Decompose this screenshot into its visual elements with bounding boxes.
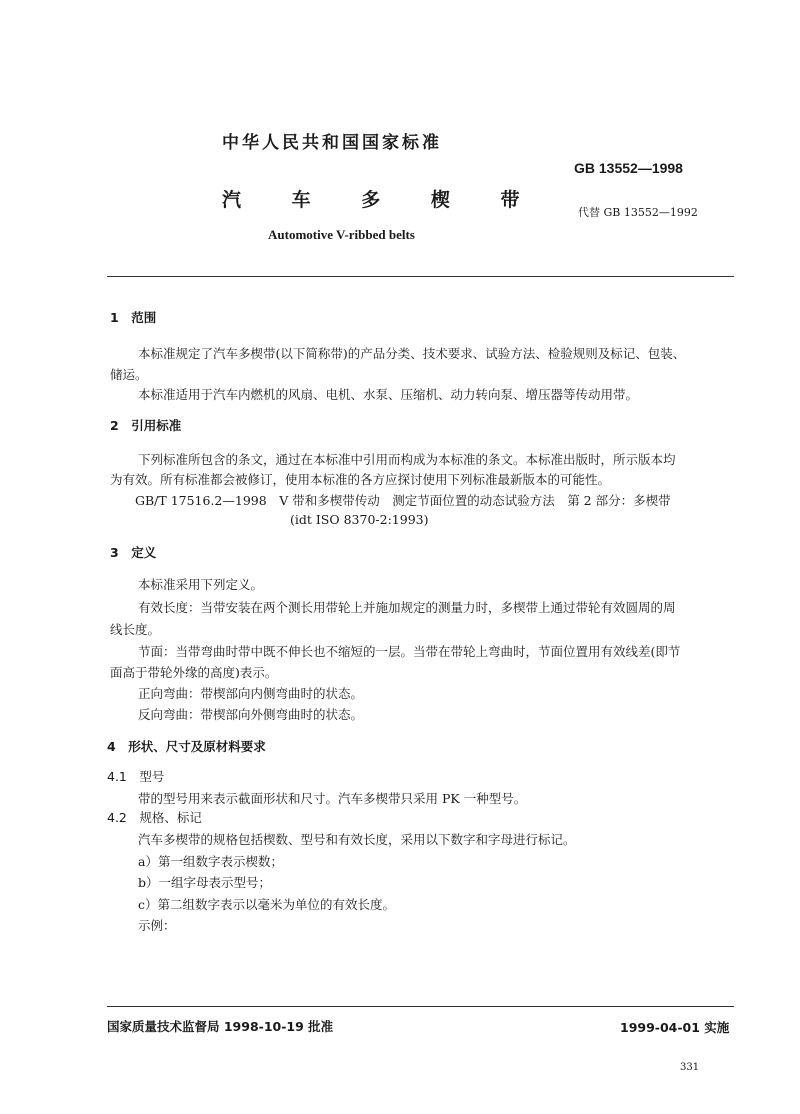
section-4-2-heading: 4.2 规格、标记 — [107, 810, 202, 825]
standard-type: 中华人民共和国国家标准 — [222, 133, 442, 153]
section-3-intro: 本标准采用下列定义。 — [138, 577, 264, 592]
effective-date: 1999-04-01 实施 — [620, 1020, 730, 1035]
definition-pitch-line-1: 节面：当带弯曲时带中既不伸长也不缩短的一层。当带在带轮上弯曲时，节面位置用有效线差(即节 — [138, 644, 681, 659]
section-2-para-line-1: 下列标准所包含的条文，通过在本标准中引用而构成为本标准的条文。本标准出版时，所示版本均 — [138, 452, 676, 467]
list-item-a: a）第一组数字表示楔数； — [138, 854, 283, 869]
definition-effective-length-line-1: 有效长度：当带安装在两个测长用带轮上并施加规定的测量力时，多楔带上通过带轮有效圆周的周 — [138, 600, 676, 615]
definition-forward-bending: 正向弯曲：带楔部向内侧弯曲时的状态。 — [138, 686, 364, 701]
section-2-para-line-2: 为有效。所有标准都会被修订，使用本标准的各方应探讨使用下列标准最新版本的可能性。 — [110, 472, 611, 487]
section-4-1-para: 带的型号用来表示截面形状和尺寸。汽车多楔带只采用 PK 一种型号。 — [138, 791, 527, 806]
list-item-b: b）一组字母表示型号； — [138, 875, 272, 890]
section-2-heading: 2 引用标准 — [110, 418, 182, 433]
list-item-c: c）第二组数字表示以毫米为单位的有效长度。 — [138, 897, 396, 912]
document-title-english: Automotive V-ribbed belts — [268, 227, 415, 242]
document-title: 汽 车 多 楔 带 — [222, 189, 520, 211]
approval-date: 国家质量技术监督局 1998-10-19 批准 — [107, 1019, 334, 1034]
standard-number: GB 13552—1998 — [574, 160, 683, 176]
page-number: 331 — [680, 1062, 700, 1073]
section-4-2-para: 汽车多楔带的规格包括楔数、型号和有效长度，采用以下数字和字母进行标记。 — [138, 832, 576, 847]
section-1-heading: 1 范围 — [110, 310, 157, 325]
section-3-heading: 3 定义 — [110, 545, 157, 560]
section-1-para-2: 本标准适用于汽车内燃机的风扇、电机、水泵、压缩机、动力转向泵、增压器等传动用带。 — [138, 387, 639, 402]
definition-effective-length-line-2: 线长度。 — [110, 622, 161, 637]
example-label: 示例： — [138, 918, 176, 933]
reference-standard-idt: (idt ISO 8370-2:1993) — [290, 512, 429, 527]
section-1-para-1-line-1: 本标准规定了汽车多楔带(以下简称带)的产品分类、技术要求、试验方法、检验规则及标记、包装、 — [138, 346, 686, 361]
section-4-1-heading: 4.1 型号 — [107, 769, 165, 784]
definition-pitch-line-2: 面高于带轮外缘的高度)表示。 — [110, 665, 278, 680]
definition-reverse-bending: 反向弯曲：带楔部向外侧弯曲时的状态。 — [138, 707, 364, 722]
footer-divider — [107, 1006, 734, 1007]
section-4-heading: 4 形状、尺寸及原材料要求 — [107, 739, 266, 754]
header-divider — [107, 276, 734, 277]
reference-standard: GB/T 17516.2—1998 V 带和多楔带传动 测定节面位置的动态试验方法 第 2 部分：多楔带 — [135, 493, 671, 508]
section-1-para-1-line-2: 储运。 — [110, 367, 148, 382]
replaces-note: 代替 GB 13552—1992 — [578, 206, 698, 219]
